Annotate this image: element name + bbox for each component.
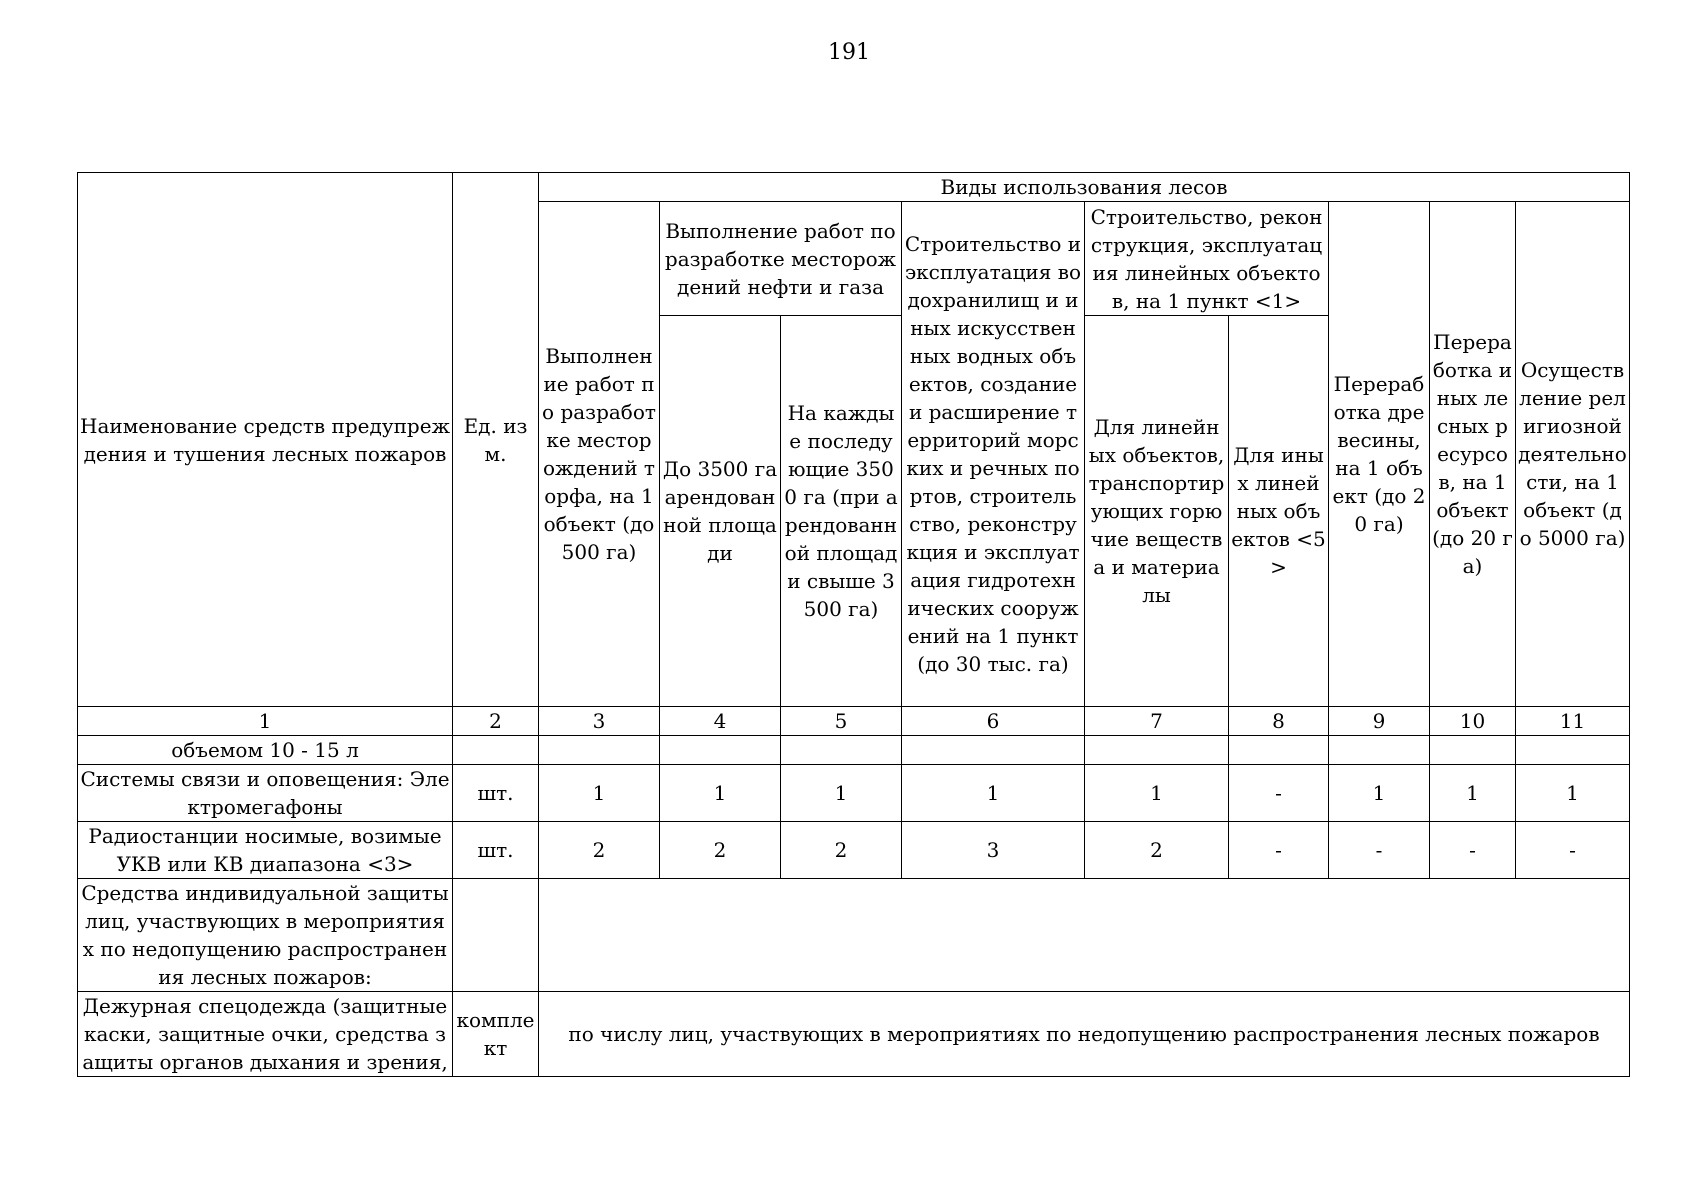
row-value: 2 [660, 822, 781, 879]
row-value: 1 [539, 765, 660, 822]
row-name: объемом 10 - 15 л [78, 736, 453, 765]
table-row [78, 992, 1630, 1077]
column-number: 7 [1085, 707, 1229, 736]
row-value: - [1430, 822, 1516, 879]
fire-equipment-table [77, 172, 1630, 1077]
row-merged-value: по числу лиц, участвующих в мероприятиях по недопущению распространения лесных пожаров [539, 992, 1630, 1077]
column-number: 3 [539, 707, 660, 736]
row-name: Системы связи и оповещения: Электромегафоны [78, 765, 453, 822]
header-col-3: Выполнение работ по разработке месторождений торфа, на 1 объект (до 500 га) [539, 202, 660, 707]
row-value: 1 [902, 765, 1085, 822]
row-value: - [1229, 822, 1329, 879]
header-col-10: Переработка иных лесных ресурсов, на 1 объект (до 20 га) [1430, 202, 1516, 707]
row-name: Радиостанции носимые, возимые УКВ или КВ диапазона <3> [78, 822, 453, 879]
header-name: Наименование средств предупреждения и тушения лесных пожаров [78, 173, 453, 707]
header-col-9: Переработка древесины, на 1 объект (до 20 га) [1329, 202, 1430, 707]
header-col-7: Для линейных объектов, транспортирующих горючие вещества и материалы [1085, 316, 1229, 707]
header-unit: Ед. изм. [453, 173, 539, 707]
table-row [78, 736, 1630, 765]
header-oil-gas-group: Выполнение работ по разработке месторождений нефти и газа [660, 202, 902, 316]
table-row [78, 822, 1630, 879]
header-col-11: Осуществление религиозной деятельности, на 1 объект (до 5000 га) [1516, 202, 1630, 707]
row-value: - [1229, 765, 1329, 822]
row-unit: комплект [453, 992, 539, 1077]
row-name: Средства индивидуальной защиты лиц, участвующих в мероприятиях по недопущению распространения лесных пожаров: [78, 879, 453, 992]
row-name: Дежурная спецодежда (защитные каски, защитные очки, средства защиты органов дыхания и зрения, [78, 992, 453, 1077]
row-value: 3 [902, 822, 1085, 879]
row-value: 2 [1085, 822, 1229, 879]
header-group-title: Виды использования лесов [539, 173, 1630, 202]
column-number: 9 [1329, 707, 1430, 736]
table-row [78, 879, 1630, 992]
row-value: 1 [1516, 765, 1630, 822]
header-linear-group: Строительство, реконструкция, эксплуатация линейных объектов, на 1 пункт <1> [1085, 202, 1329, 316]
header-col-5: На каждые последующие 3500 га (при арендованной площади свыше 3500 га) [781, 316, 902, 707]
column-number: 5 [781, 707, 902, 736]
row-value: 1 [781, 765, 902, 822]
page-number: 191 [828, 40, 870, 65]
header-col-8: Для иных линейных объектов <5> [1229, 316, 1329, 707]
row-value: 1 [1430, 765, 1516, 822]
column-number: 6 [902, 707, 1085, 736]
column-number: 2 [453, 707, 539, 736]
row-value: - [1516, 822, 1630, 879]
row-value: 1 [1085, 765, 1229, 822]
header-col-6: Строительство и эксплуатация водохранилищ и иных искусственных водных объектов, создание и расширение территорий морских и речных портов, строительство, реконструкция и эксплуатация гидротехнических сооружений на 1 пункт (до 30 тыс. га) [902, 202, 1085, 707]
column-number: 11 [1516, 707, 1630, 736]
row-value: - [1329, 822, 1430, 879]
header-col-4: До 3500 га арендованной площади [660, 316, 781, 707]
row-value: 1 [1329, 765, 1430, 822]
table-row [78, 765, 1630, 822]
row-value: 2 [781, 822, 902, 879]
column-number: 10 [1430, 707, 1516, 736]
row-value: 2 [539, 822, 660, 879]
row-unit: шт. [453, 765, 539, 822]
column-number: 8 [1229, 707, 1329, 736]
column-number: 4 [660, 707, 781, 736]
column-numbers-row [78, 707, 1630, 736]
row-value: 1 [660, 765, 781, 822]
column-number: 1 [78, 707, 453, 736]
row-unit: шт. [453, 822, 539, 879]
